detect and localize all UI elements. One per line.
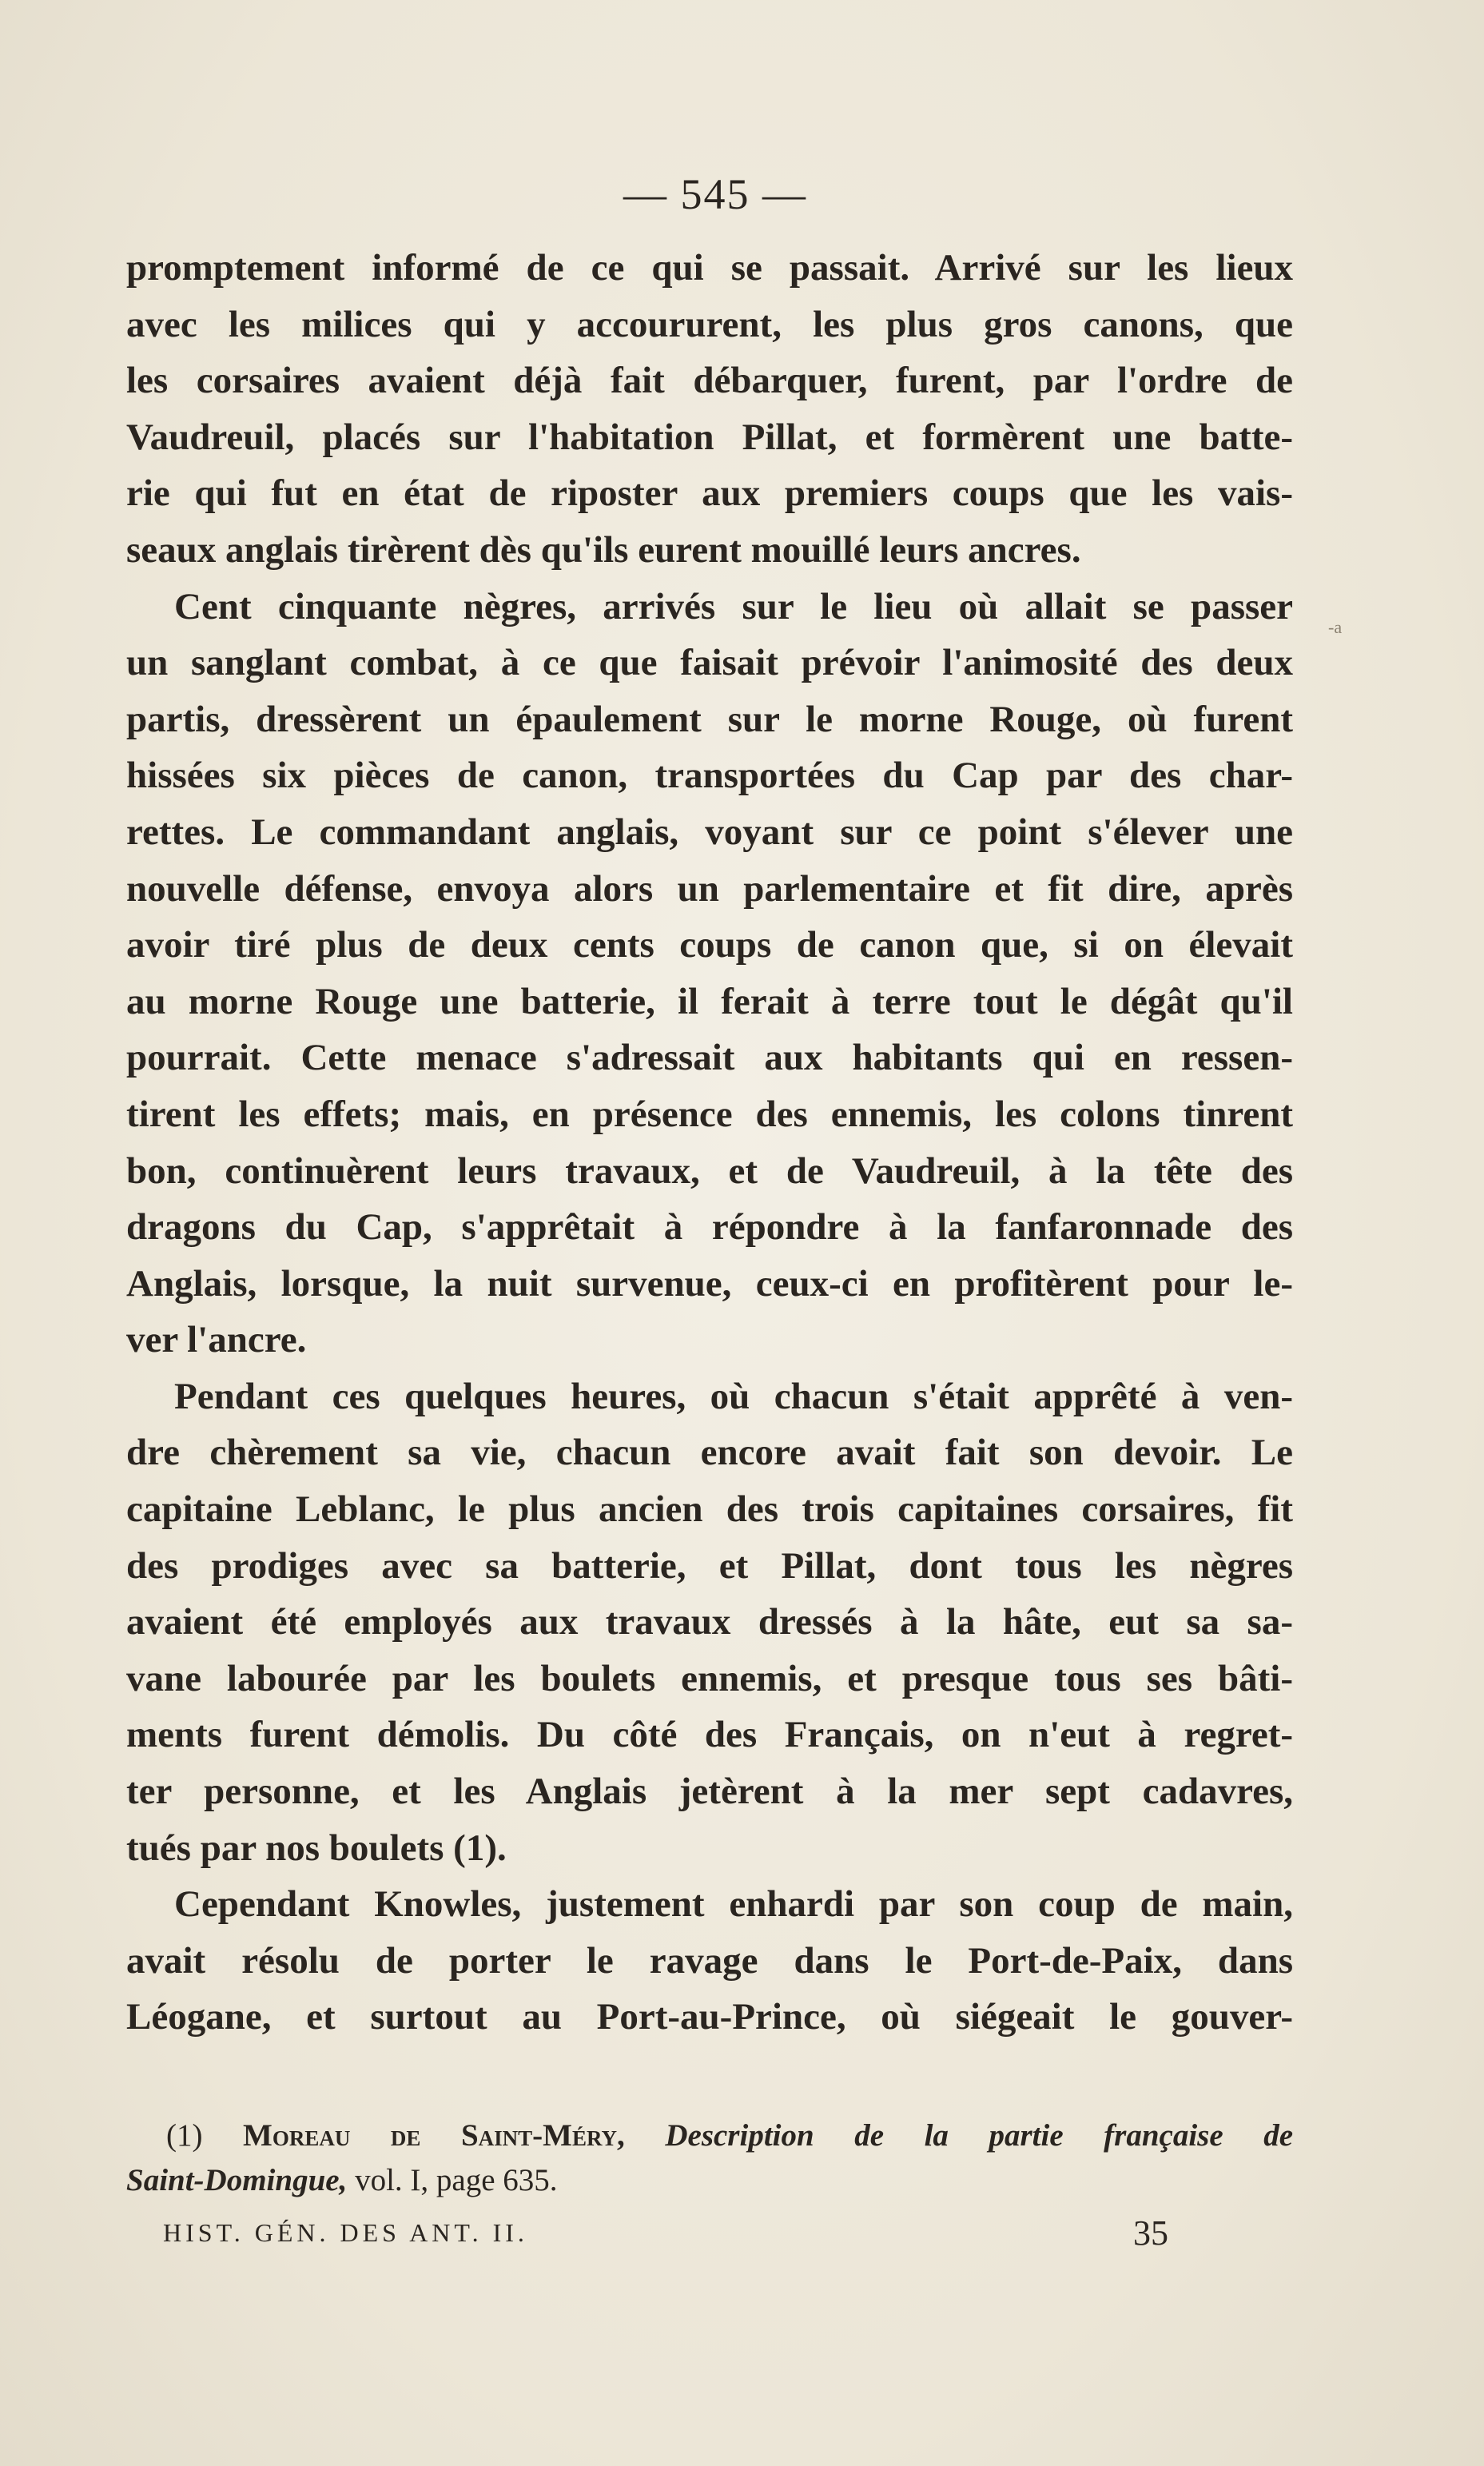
- text-line: Cependant Knowles, justement enhardi par son coup de main,: [174, 1883, 1293, 1926]
- footnote-number: (1): [166, 2118, 203, 2153]
- text-line: avait résolu de porter le ravage dans le Port-de-Paix, dans: [126, 1939, 1293, 1982]
- text-line: un sanglant combat, à ce que faisait prévoir l'animosité des deux: [126, 642, 1293, 684]
- text-line: avaient été employés aux travaux dressés à la hâte, eut sa sa-: [126, 1601, 1293, 1643]
- text-line: tirent les effets; mais, en présence des ennemis, les colons tinrent: [126, 1093, 1293, 1135]
- text-line: des prodiges avec sa batterie, et Pillat, dont tous les nègres: [126, 1544, 1293, 1587]
- text-line: capitaine Leblanc, le plus ancien des trois capitaines corsaires, fit: [126, 1488, 1293, 1531]
- text-line: Pendant ces quelques heures, où chacun s'était apprêté à ven-: [174, 1375, 1293, 1417]
- footnote-line: [126, 2158, 1293, 2203]
- footnote-line: [126, 2113, 1293, 2158]
- text-line: tués par nos boulets (1).: [126, 1827, 507, 1869]
- text-line: ver l'ancre.: [126, 1319, 307, 1361]
- text-line: les corsaires avaient déjà fait débarquer, furent, par l'ordre de: [126, 360, 1293, 402]
- text-line: vane labourée par les boulets ennemis, et presque tous ses bâti-: [126, 1657, 1293, 1699]
- text-line: au morne Rouge une batterie, il ferait à terre tout le dégât qu'il: [126, 980, 1293, 1022]
- footnote-title-cont: Saint-Domingue,: [126, 2163, 348, 2197]
- text-line: partis, dressèrent un épaulement sur le morne Rouge, où furent: [126, 698, 1293, 740]
- footnote-reference: vol. I, page 635.: [355, 2163, 558, 2197]
- footnote-author: Moreau de Saint-Méry,: [243, 2118, 625, 2153]
- text-line: seaux anglais tirèrent dès qu'ils eurent mouillé leurs ancres.: [126, 528, 1081, 571]
- text-line: dragons du Cap, s'apprêtait à répondre à la fanfaronnade des: [126, 1206, 1293, 1249]
- text-line: bon, continuèrent leurs travaux, et de Vaudreuil, à la tête des: [126, 1149, 1293, 1192]
- text-line: ments furent démolis. Du côté des Français, on n'eut à regret-: [126, 1714, 1293, 1756]
- text-line: avec les milices qui y accoururent, les plus gros canons, que: [126, 303, 1293, 345]
- text-line: ter personne, et les Anglais jetèrent à la mer sept cadavres,: [126, 1771, 1293, 1813]
- text-line: nouvelle défense, envoya alors un parlementaire et fit dire, après: [126, 867, 1293, 910]
- page-number: — 545 —: [623, 170, 807, 218]
- margin-mark: -a: [1328, 617, 1343, 637]
- signature-mark: HIST. GÉN. DES ANT. II.: [163, 2218, 528, 2247]
- text-line: avoir tiré plus de deux cents coups de canon que, si on élevait: [126, 924, 1293, 966]
- text-line: Cent cinquante nègres, arrivés sur le lieu où allait se passer: [174, 585, 1293, 627]
- text-line: promptement informé de ce qui se passait. Arrivé sur les lieux: [126, 247, 1293, 289]
- signature-number: 35: [1133, 2213, 1168, 2253]
- text-line: Léogane, et surtout au Port-au-Prince, où siégeait le gouver-: [126, 1996, 1293, 2038]
- text-line: hissées six pièces de canon, transportées du Cap par des char-: [126, 755, 1293, 797]
- text-line: rettes. Le commandant anglais, voyant sur ce point s'élever une: [126, 811, 1293, 853]
- text-line: pourrait. Cette menace s'adressait aux habitants qui en ressen-: [126, 1037, 1293, 1079]
- text-line: rie qui fut en état de riposter aux premiers coups que les vais-: [126, 472, 1293, 515]
- text-line: Vaudreuil, placés sur l'habitation Pillat, et formèrent une batte-: [126, 416, 1293, 458]
- body-text: [126, 240, 1293, 2046]
- text-line: Anglais, lorsque, la nuit survenue, ceux-ci en profitèrent pour le-: [126, 1262, 1293, 1305]
- text-line: dre chèrement sa vie, chacun encore avait fait son devoir. Le: [126, 1432, 1293, 1474]
- footnote-title: Description de la partie française de: [665, 2118, 1294, 2153]
- footnote: [126, 2113, 1293, 2203]
